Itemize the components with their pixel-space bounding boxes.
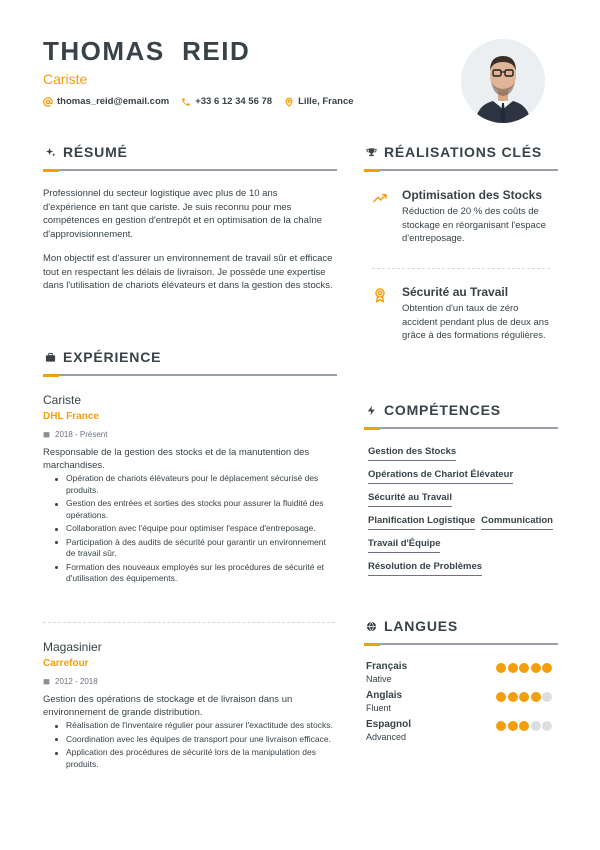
- map-pin-icon: [284, 97, 294, 107]
- rating-dot-filled: [508, 721, 518, 731]
- language-item: [366, 690, 556, 713]
- section-title-skills: COMPÉTENCES: [366, 402, 501, 418]
- section-title-achievements: RÉALISATIONS CLÉS: [366, 144, 542, 160]
- achievement-divider: [372, 268, 550, 269]
- rating-dot-filled: [508, 663, 518, 673]
- rating-dot-filled: [496, 692, 506, 702]
- language-rating: [495, 663, 553, 673]
- section-rule-achievements: [364, 169, 558, 171]
- rating-dot-filled: [531, 692, 541, 702]
- job-title: Cariste: [43, 393, 82, 407]
- job-company: Carrefour: [43, 658, 89, 669]
- briefcase-icon: [45, 352, 56, 363]
- sparkle-icon: [45, 147, 56, 158]
- job-bullet: Coordination avec les équipes de transport pour une livraison efficace.: [52, 734, 337, 746]
- lightning-icon: [366, 405, 377, 416]
- at-icon: [43, 97, 53, 107]
- candidate-name: THOMAS REID: [43, 36, 251, 66]
- summary-paragraph-1: Professionnel du secteur logistique avec plus de 10 ans d'expérience en tant que cariste. Je suis reconnu pour mes compétences en gestion d'entrepôt et en optimisation de la chaîne d'approvisionnement.: [43, 188, 323, 240]
- award-icon: [372, 287, 388, 303]
- skill-tag: Résolution de Problèmes: [368, 561, 482, 576]
- job-bullet: Collaboration avec l'équipe pour optimiser l'espace d'entreposage.: [52, 523, 337, 535]
- rating-dot-filled: [519, 663, 529, 673]
- section-title-languages: LANGUES: [366, 618, 458, 634]
- language-name: Anglais: [366, 690, 403, 701]
- rating-dot-empty: [542, 721, 552, 731]
- contact-row: [43, 96, 443, 107]
- trending-up-icon: [372, 190, 388, 206]
- skill-tag: Gestion des Stocks: [368, 446, 456, 461]
- language-name: Français: [366, 661, 408, 672]
- rating-dot-filled: [519, 721, 529, 731]
- job-bullets: [52, 720, 337, 772]
- skill-tag: Sécurité au Travail: [368, 492, 452, 507]
- language-rating: [495, 692, 553, 702]
- rating-dot-filled: [519, 692, 529, 702]
- trophy-icon: [366, 147, 377, 158]
- job-bullet: Formation des nouveaux employés sur les procédures de sécurité et d'utilisation des équipements.: [52, 562, 337, 585]
- job-dates: 2018 - Présent: [43, 430, 107, 439]
- section-rule-languages: [364, 643, 558, 645]
- job-bullet: Opération de chariots élévateurs pour le déplacement sécurisé des produits.: [52, 473, 337, 496]
- language-name: Espagnol: [366, 719, 412, 730]
- rating-dot-filled: [531, 663, 541, 673]
- achievement-title: Optimisation des Stocks: [402, 188, 543, 202]
- job-bullet: Gestion des entrées et sorties des stocks pour assurer la fluidité des opérations.: [52, 498, 337, 521]
- language-item: [366, 661, 556, 684]
- rating-dot-filled: [496, 663, 506, 673]
- contact-phone[interactable]: [181, 96, 272, 107]
- skills-list: [368, 446, 560, 576]
- job-bullet: Application des procédures de sécurité lors de la manipulation des produits.: [52, 747, 337, 770]
- job-bullets: [52, 473, 337, 587]
- email-text: thomas_reid@email.com: [57, 96, 170, 107]
- rating-dot-empty: [531, 721, 541, 731]
- section-rule-experience: [43, 374, 337, 376]
- contact-email[interactable]: [43, 96, 169, 107]
- contact-location: [284, 96, 353, 107]
- rating-dot-filled: [542, 663, 552, 673]
- achievement-description: Réduction de 20 % des coûts de stockage en réorganisant l'espace d'entreposage.: [402, 206, 546, 244]
- candidate-role: Cariste: [43, 71, 88, 87]
- job-company: DHL France: [43, 411, 99, 422]
- language-level: Fluent: [366, 703, 392, 713]
- calendar-icon: [43, 431, 50, 438]
- globe-icon: [366, 621, 377, 632]
- job-divider: [43, 622, 335, 623]
- job-bullet: Participation à des audits de sécurité pour garantir un environnement de travail sûr.: [52, 537, 337, 560]
- rating-dot-filled: [496, 721, 506, 731]
- job-description: Responsable de la gestion des stocks et de la manutention des marchandises.: [43, 447, 310, 471]
- language-rating: [495, 721, 553, 731]
- section-rule-skills: [364, 427, 558, 429]
- job-bullet: Réalisation de l'inventaire régulier pour assurer l'exactitude des stocks.: [52, 720, 337, 732]
- rating-dot-empty: [542, 692, 552, 702]
- calendar-icon: [43, 678, 50, 685]
- skill-tag: Planification Logistique: [368, 515, 475, 530]
- skill-tag: Communication: [481, 515, 553, 530]
- profile-photo: [461, 39, 545, 123]
- job-dates: 2012 - 2018: [43, 677, 98, 686]
- language-level: Native: [366, 674, 392, 684]
- language-item: [366, 719, 556, 742]
- job-title: Magasinier: [43, 640, 102, 654]
- job-description: Gestion des opérations de stockage et de livraison dans un environnement de grande distribution.: [43, 694, 293, 718]
- phone-text: +33 6 12 34 56 78: [195, 96, 273, 107]
- achievement-description: Obtention d'un taux de zéro accident pendant plus de deux ans grâce à des formations régulières.: [402, 303, 549, 341]
- rating-dot-filled: [508, 692, 518, 702]
- phone-icon: [181, 97, 191, 107]
- achievement-title: Sécurité au Travail: [402, 285, 509, 299]
- section-rule-summary: [43, 169, 337, 171]
- language-level: Advanced: [366, 732, 407, 742]
- summary-paragraph-2: Mon objectif est d'assurer un environnement de travail sûr et efficace tout en respectant les délais de livraison. Je possède une expertise dans l'utilisation de chariots élévateurs et dans la gestion des stocks.: [43, 253, 333, 291]
- section-title-experience: EXPÉRIENCE: [45, 349, 161, 365]
- resume-header: [43, 36, 443, 107]
- skill-tag: Opérations de Chariot Élévateur: [368, 469, 513, 484]
- skill-tag: Travail d'Équipe: [368, 538, 440, 553]
- location-text: Lille, France: [298, 96, 354, 107]
- section-title-summary: RÉSUMÉ: [45, 144, 128, 160]
